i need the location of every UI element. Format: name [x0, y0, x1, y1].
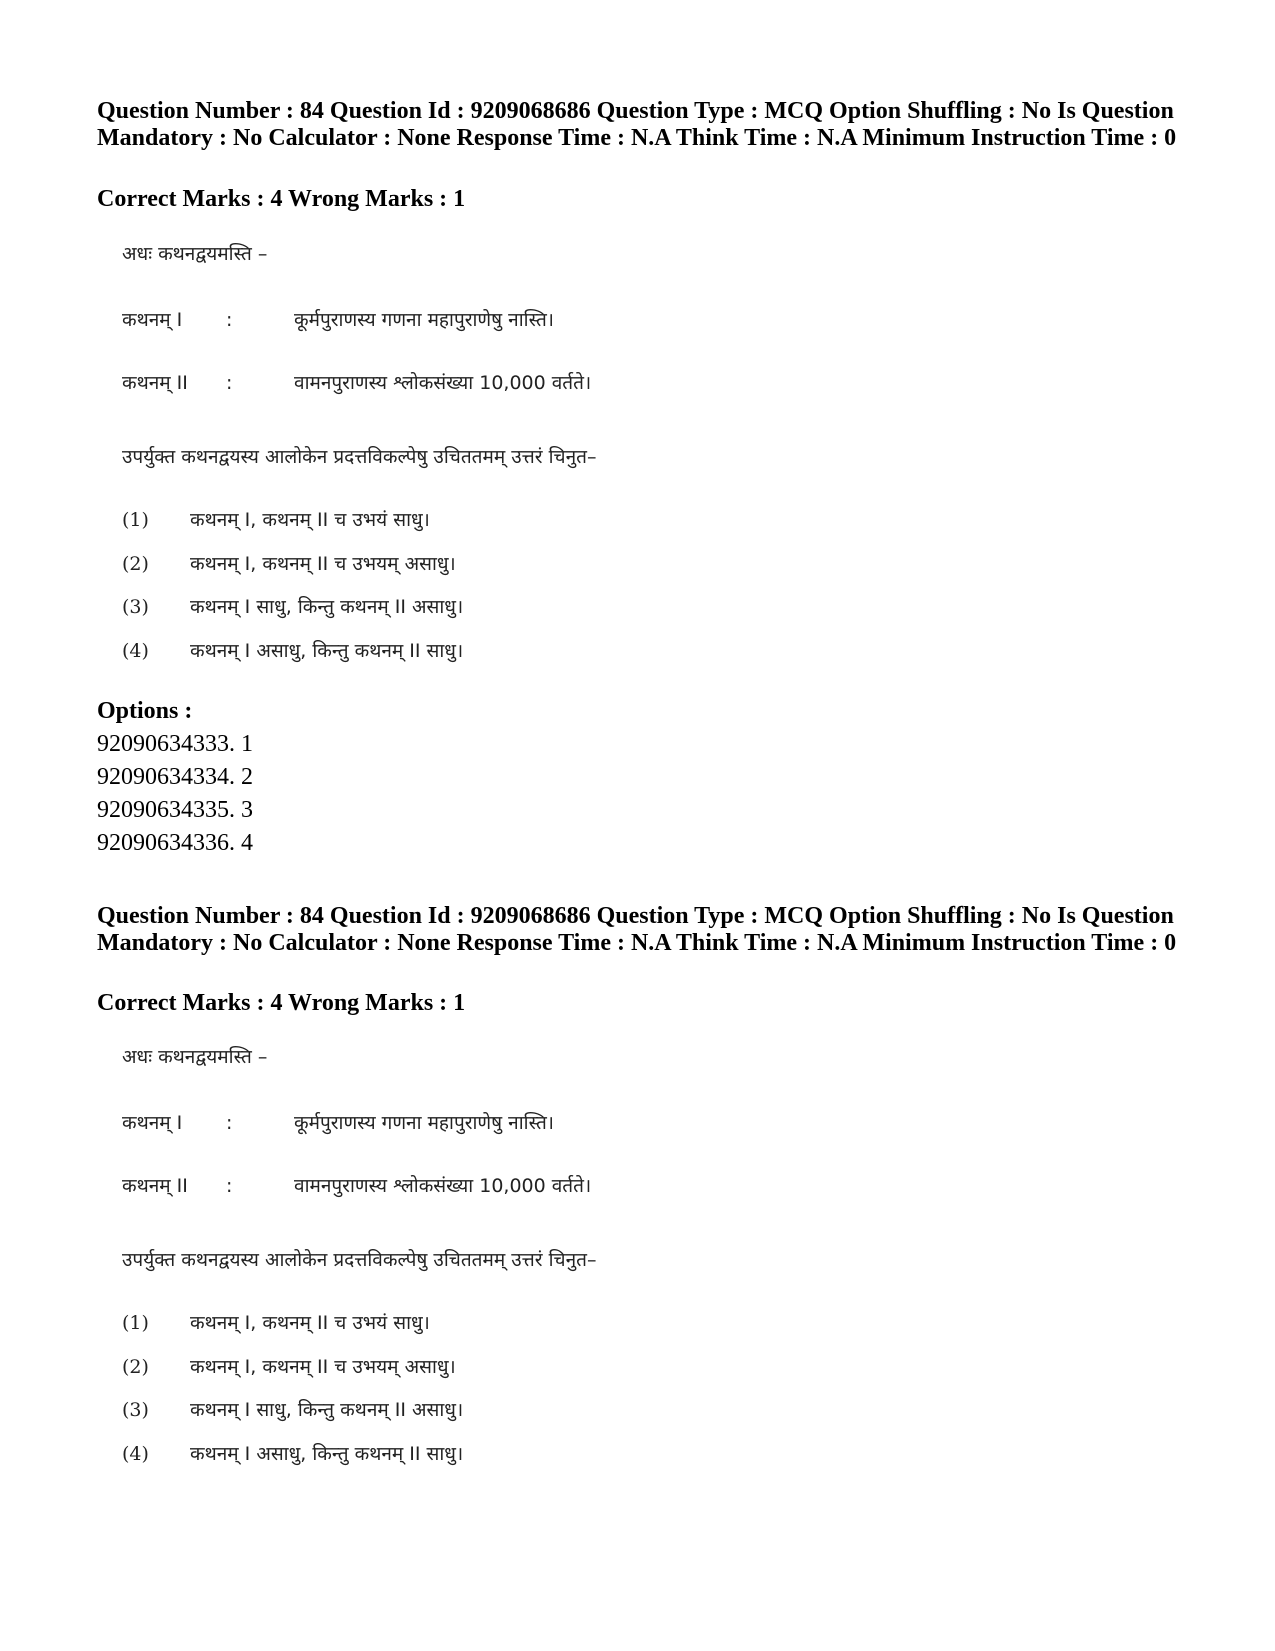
marks-line: Correct Marks : 4 Wrong Marks : 1: [97, 186, 466, 212]
statement-text: कूर्मपुराणस्य गणना महापुराणेषु नास्ति।: [294, 1112, 554, 1134]
choice-number: (2): [122, 553, 149, 575]
choice-number: (3): [122, 1399, 149, 1421]
statement-2: [122, 371, 722, 395]
choice-text: कथनम् I साधु, किन्तु कथनम् II असाधु।: [190, 1399, 464, 1421]
statement-colon: :: [226, 372, 233, 394]
question-prompt: उपर्युक्त कथनद्वयस्य आलोकेन प्रदत्तविकल्पेषु उचिततमम् उत्तरं चिनुत–: [122, 446, 597, 468]
choice-text: कथनम् I, कथनम् II च उभयं साधु।: [190, 1312, 430, 1334]
options-title: Options :: [97, 698, 193, 724]
choice-text: कथनम् I, कथनम् II च उभयम् असाधु।: [190, 1356, 456, 1378]
question-prompt: उपर्युक्त कथनद्वयस्य आलोकेन प्रदत्तविकल्पेषु उचिततमम् उत्तरं चिनुत–: [122, 1249, 597, 1271]
question-body: [122, 1043, 722, 1483]
choice-item: [122, 595, 722, 619]
statement-label: कथनम् II: [122, 1175, 188, 1197]
statement-label: कथनम् I: [122, 309, 183, 331]
question-body: [122, 240, 722, 680]
statement-1: [122, 308, 722, 332]
choice-item: [122, 1398, 722, 1422]
option-item: 92090634336. 4: [97, 830, 253, 856]
statement-label: कथनम् I: [122, 1112, 183, 1134]
question-intro: अधः कथनद्वयमस्ति –: [122, 1046, 268, 1068]
statement-1: [122, 1111, 722, 1135]
choice-item: [122, 1442, 722, 1466]
choice-item: [122, 1355, 722, 1379]
choice-item: [122, 639, 722, 663]
option-item: 92090634333. 1: [97, 731, 253, 757]
choice-number: (1): [122, 1312, 149, 1334]
marks-line: Correct Marks : 4 Wrong Marks : 1: [97, 990, 466, 1016]
statement-colon: :: [226, 309, 233, 331]
question-header: Question Number : 84 Question Id : 9209068686 Question Type : MCQ Option Shuffling : No Is Question Mandatory : No Calculator : None Response Time : N.A Think Time : N.A Minimum Instruction Time : 0: [97, 98, 1177, 151]
choice-item: [122, 508, 722, 532]
statement-label: कथनम् II: [122, 372, 188, 394]
option-item: 92090634334. 2: [97, 764, 253, 790]
option-item: 92090634335. 3: [97, 797, 253, 823]
statement-text: कूर्मपुराणस्य गणना महापुराणेषु नास्ति।: [294, 309, 554, 331]
statement-2: [122, 1174, 722, 1198]
statement-text: वामनपुराणस्य श्लोकसंख्या 10,000 वर्तते।: [294, 1175, 592, 1197]
choice-text: कथनम् I, कथनम् II च उभयम् असाधु।: [190, 553, 456, 575]
choice-item: [122, 552, 722, 576]
statement-colon: :: [226, 1112, 233, 1134]
choice-text: कथनम् I, कथनम् II च उभयं साधु।: [190, 509, 430, 531]
choice-number: (2): [122, 1356, 149, 1378]
choice-text: कथनम् I साधु, किन्तु कथनम् II असाधु।: [190, 596, 464, 618]
question-header: Question Number : 84 Question Id : 9209068686 Question Type : MCQ Option Shuffling : No Is Question Mandatory : No Calculator : None Response Time : N.A Think Time : N.A Minimum Instruction Time : 0: [97, 903, 1177, 956]
statement-text: वामनपुराणस्य श्लोकसंख्या 10,000 वर्तते।: [294, 372, 592, 394]
choice-item: [122, 1311, 722, 1335]
choice-number: (4): [122, 1443, 149, 1465]
statement-colon: :: [226, 1175, 233, 1197]
choice-text: कथनम् I असाधु, किन्तु कथनम् II साधु।: [190, 640, 464, 662]
choice-number: (1): [122, 509, 149, 531]
choice-number: (3): [122, 596, 149, 618]
choice-number: (4): [122, 640, 149, 662]
question-intro: अधः कथनद्वयमस्ति –: [122, 243, 268, 265]
choice-text: कथनम् I असाधु, किन्तु कथनम् II साधु।: [190, 1443, 464, 1465]
